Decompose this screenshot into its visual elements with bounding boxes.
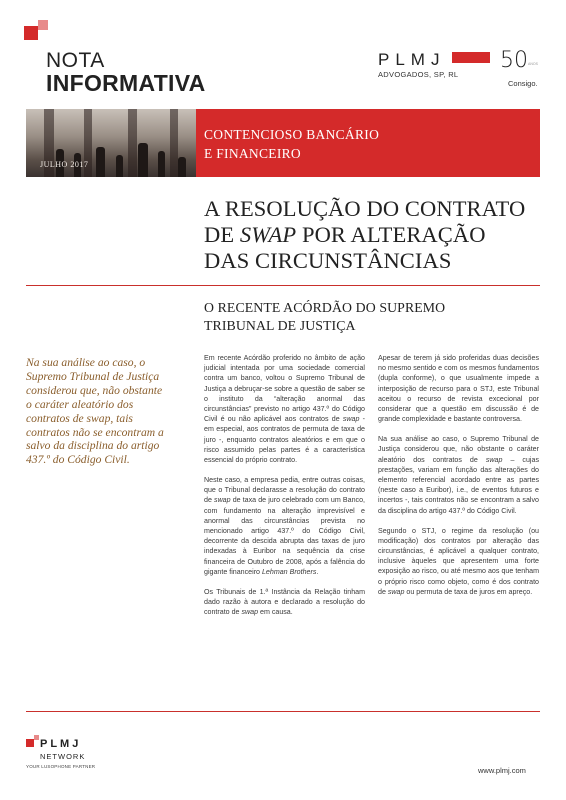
article-title-line-3: DAS CIRCUNSTÂNCIAS	[204, 248, 452, 273]
paragraph: Em recente Acórdão proferido no âmbito de ação judicial intentada por uma sociedade comercial contra um banco, voltou o Supremo Tribunal de Justiça a debruçar-se sobre a questão de saber se o instituto da “alteração anormal das circunstâncias” previsto no artigo 437.º do Código Civil é ou não aplicável aos contratos de swap - em especial, aos contratos de permuta de taxa de juro -, enquanto contratos aleatórios e em que o risco assumido pelas partes é a característica essencial do próprio contrato.	[204, 354, 365, 465]
network-label: NETWORK	[40, 752, 86, 761]
body-column-2	[378, 353, 539, 607]
header-banner	[26, 109, 540, 177]
practice-area-line-2: E FINANCEIRO	[204, 146, 301, 161]
title-line-2: INFORMATIVA	[46, 70, 206, 96]
paragraph: Os Tribunais de 1.ª Instância da Relação tinham dado razão à autora e declarado a resolução do contrato de swap em causa.	[204, 587, 365, 617]
document-type-title	[46, 50, 206, 95]
paragraph: Apesar de terem já sido proferidas duas decisões no mesmo sentido e com os mesmos fundamentos (dupla conforme), o que usualmente impede a interposição de recurso para o STJ, este Tribunal aceitou o recurso de revista excecional por considerar que a questão em discussão é de grande complexidade e bastante controversa.	[378, 354, 539, 424]
paragraph: Na sua análise ao caso, o Supremo Tribunal de Justiça considerou que, não obstante o caráter aleatório dos contratos de swap – cujas prestações, variam em função das alterações do elemento referencial acordado entre as partes (neste caso a Euribor), i.e., de eventos futuros e incertos -, tais contratos não se encontram a salvo da disciplina do artigo 437.º do Código Civil.	[378, 435, 539, 515]
practice-area-box	[196, 109, 540, 177]
plmj-logo: PLMJ	[378, 50, 446, 69]
article-subtitle-line-1: O RECENTE ACÓRDÃO DO SUPREMO	[204, 300, 446, 315]
pull-quote: Na sua análise ao caso, o Supremo Tribunal de Justiça considerou que, não obstante o caráter aleatório dos contratos de swap, tais contratos não se encontram a salvo da disciplina do artigo 437.º do Código Civil.	[26, 356, 164, 467]
paragraph: Segundo o STJ, o regime da resolução (ou modificação) dos contratos por alteração das circunstâncias, é aplicável a qualquer contrato, inclusive àqueles que apresentem uma forte exposição ao risco, ou até mesmo aos que tenham o próprio risco como objeto, como é dos contrato de swap ou permuta de taxa de juros em apreço.	[378, 526, 539, 596]
anniversary-small-text: ANOS	[528, 62, 538, 66]
network-partner-text: YOUR LUSOPHONE PARTNER	[26, 764, 96, 769]
title-line-1: NOTA	[46, 49, 105, 72]
logo-subtitle: ADVOGADOS, SP, RL	[378, 70, 459, 79]
anniversary-logo: 50	[500, 48, 528, 73]
banner-photo	[26, 109, 196, 177]
article-subtitle-line-2: TRIBUNAL DE JUSTIÇA	[204, 318, 356, 333]
network-square-icon	[26, 739, 34, 747]
brand-square-small-icon	[38, 20, 48, 30]
section-divider	[26, 285, 540, 286]
article-title	[204, 196, 525, 274]
article-title-line-1: A RESOLUÇÃO DO CONTRATO	[204, 196, 526, 221]
brand-square-icon	[24, 26, 38, 40]
body-column-1	[204, 353, 365, 627]
logo-tagline: Consigo.	[508, 79, 538, 88]
logo-red-bar	[452, 52, 490, 63]
article-subtitle	[204, 299, 445, 335]
website-link[interactable]: www.plmj.com	[478, 766, 526, 775]
network-logo: PLMJ	[40, 738, 82, 750]
article-title-line-2: DE SWAP POR ALTERAÇÃO	[204, 222, 486, 247]
paragraph: Neste caso, a empresa pedia, entre outras coisas, que o Tribunal declarasse a resolução do contrato de swap de taxa de juro celebrado com um Banco, com fundamento na alteração imprevisível e anormal das circunstâncias prevista no mencionado artigo 437.º do Código Civil, decorrente da descida abrupta das taxas de juro indexadas à Euribor na sequência da crise financeira de Outubro de 2008, após a falência do gigante financeiro Lehman Brothers.	[204, 476, 365, 576]
publication-date: JULHO 2017	[40, 160, 89, 169]
practice-area-line-1: CONTENCIOSO BANCÁRIO	[204, 127, 380, 142]
footer-divider	[26, 711, 540, 712]
network-square-small-icon	[34, 735, 39, 740]
